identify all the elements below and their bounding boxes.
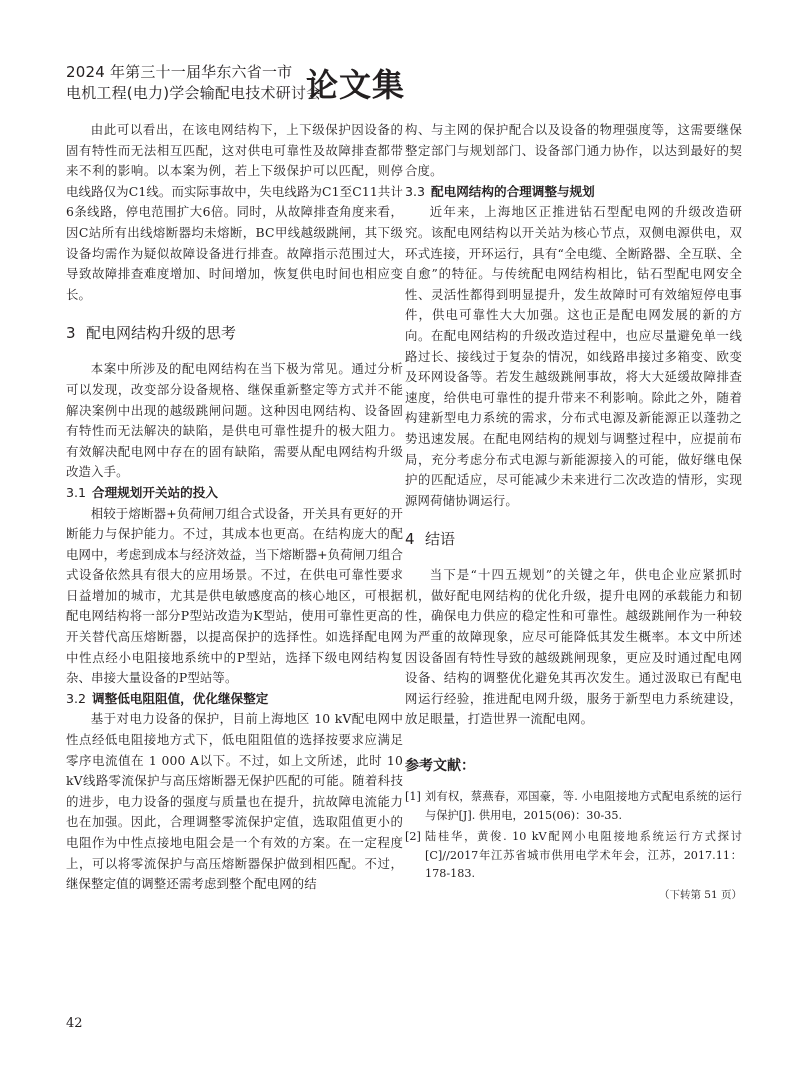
paragraph: 由此可以看出，在该电网结构下，上下级保护因设备的固有特性而无法相互匹配，这对供电可靠性及故障排查都带来不利的影响。以本案为例，若上下级保护可以匹配，则停电线路仅为C1线。而实际事故中，失电线路为C1至C11共计6条线路，停电范围扩大6倍。同时，从故障排查角度来看，因C站所有出线熔断器均未熔断，BC甲线越级跳闸，其下级设备均需作为疑似故障设备进行排查。故障指示范围过大，导致故障排查难度增加、时间增加，恢复供电时间也相应变长。	[66, 122, 403, 302]
paragraph: 当下是“十四五规划”的关键之年，供电企业应紧抓时机，做好配电网结构的优化升级，提升电网的承载能力和韧性，确保电力供应的稳定性和可靠性。越级跳闸作为一种较为严重的故障现象，应尽可能降低其发生概率。本文中所述因设备固有特性导致的越级跳闸现象，更应及时通过配电网设备、结构的调整优化避免其再次发生。通过汲取已有配电网运行经验，推进配电网升级，服务于新型电力系统建设，放足眼量，打造世界一流配电网。	[405, 567, 742, 727]
section-title: 配电网结构升级的思考	[86, 324, 237, 343]
subsection-heading-3-1	[66, 483, 403, 504]
page-number: 42	[66, 1016, 83, 1031]
subsection-title: 合理规划开关站的投入	[92, 484, 218, 500]
subsection-title: 配电网结构的合理调整与规划	[431, 183, 595, 199]
section-number: 3	[66, 324, 76, 343]
page-header	[66, 63, 766, 109]
subsection-number: 3.1	[66, 484, 87, 500]
header-proceedings-title: 论文集	[306, 66, 406, 104]
left-column	[66, 120, 403, 895]
header-line-2: 电机工程(电力)学会输配电技术研讨会	[66, 84, 322, 102]
paragraph: 本案中所涉及的配电网结构在当下极为常见。通过分析可以发现，改变部分设备规格、继保重新整定等方式并不能解决案例中出现的越级跳闸问题。这种因电网结构、设备固有特性而无法解决的缺陷，是供电可靠性提升的极大阻力。有效解决配电网中存在的固有缺陷，需要从配电网结构升级改造入手。	[66, 361, 403, 480]
reference-number: [2]	[405, 830, 421, 844]
references-heading: 参考文献：	[405, 758, 475, 775]
continued-note: （下转第 51 页）	[658, 888, 742, 901]
subsection-title: 调整低电阻阻值，优化继保整定	[92, 690, 269, 706]
paragraph: 相较于熔断器+负荷闸刀组合式设备，开关具有更好的开断能力与保护能力。不过，其成本也更高。在结构庞大的配电网中，考虑到成本与经济效益，当下熔断器+负荷闸刀组合式设备依然具有很大的应用场景。不过，在供电可靠性要求日益增加的城市，尤其是供电敏感度高的核心地区，可根据配电网结构将一部分P型站改造为K型站，使用可靠性更高的开关替代高压熔断器，以提高保护的选择性。如选择配电网中性点经小电阻接地系统中的P型站，选择下级电网结构复杂、串接大量设备的P型站等。	[66, 505, 403, 686]
reference-item	[405, 828, 742, 884]
section-number: 4	[405, 530, 415, 549]
section-heading-4	[405, 529, 742, 549]
reference-text: 陆桂华，黄俊. 10 kV配网小电阻接地系统运行方式探讨[C]//2017年江苏省城市供用电学术年会，江苏，2017.11：178-183.	[425, 830, 742, 881]
subsection-number: 3.3	[405, 183, 426, 199]
paragraph: 构、与主网的保护配合以及设备的物理强度等，这需要继保整定部门与规划部门、设备部门通力协作，以达到最好的契合度。	[405, 122, 742, 179]
section-title: 结语	[425, 530, 456, 549]
right-column	[405, 120, 742, 903]
subsection-number: 3.2	[66, 690, 87, 706]
paragraph: 基于对电力设备的保护，目前上海地区 10 kV配电网中性点经低电阻接地方式下，低电阻阻值的选择按要求应满足零序电流值在 1 000 A以下。不过，如上文所述，此时 10 kV线路零流保护与高压熔断器无保护匹配的可能。随着科技的进步，电力设备的强度与质量也在提升，抗故障电流能力也在加强。因此，合理调整零流保护定值，选取阻值更小的电阻作为中性点接地电阻会是一个有效的方案。在一定程度上，可以将零流保护与高压熔断器保护做到相匹配。不过，继保整定值的调整还需考虑到整个配电网的结	[66, 711, 403, 892]
paragraph: 近年来，上海地区正推进钻石型配电网的升级改造研究。该配电网结构以开关站为核心节点，双侧电源供电，双环式连接，开环运行，具有“全电缆、全断路器、全互联、全自愈”的特征。与传统配电网结构相比，钻石型配电网安全性、灵活性都得到明显提升，发生故障时可有效缩短停电事件，供电可靠性大大加强。这也正是配电网发展的新的方向。在配电网结构的升级改造过程中，也应尽量避免单一线路过长、接线过于复杂的情况，如线路串接过多箱变、欧变及环网设备等。若发生越级跳闸事故，将大大延缓故障排查速度，给供电可靠性的提升带来不利影响。除此之外，随着构建新型电力系统的需求，分布式电源及新能源正以蓬勃之势迅速发展。在配电网结构的规划与调整过程中，应提前布局，充分考虑分布式电源与新能源接入的可能，做好继电保护的匹配适应，尽可能减少未来进行二次改造的情形，实现源网荷储协调运行。	[405, 204, 742, 508]
section-heading-3	[66, 323, 403, 343]
reference-text: 刘有权，蔡燕春，邓国豪，等. 小电阻接地方式配电系统的运行与保护[J]. 供用电，2015(06)：30-35.	[425, 790, 742, 822]
header-line-1: 2024 年第三十一届华东六省一市	[66, 63, 293, 81]
reference-item	[405, 788, 742, 825]
reference-number: [1]	[405, 790, 421, 804]
subsection-heading-3-3	[405, 182, 742, 203]
subsection-heading-3-2	[66, 689, 403, 710]
